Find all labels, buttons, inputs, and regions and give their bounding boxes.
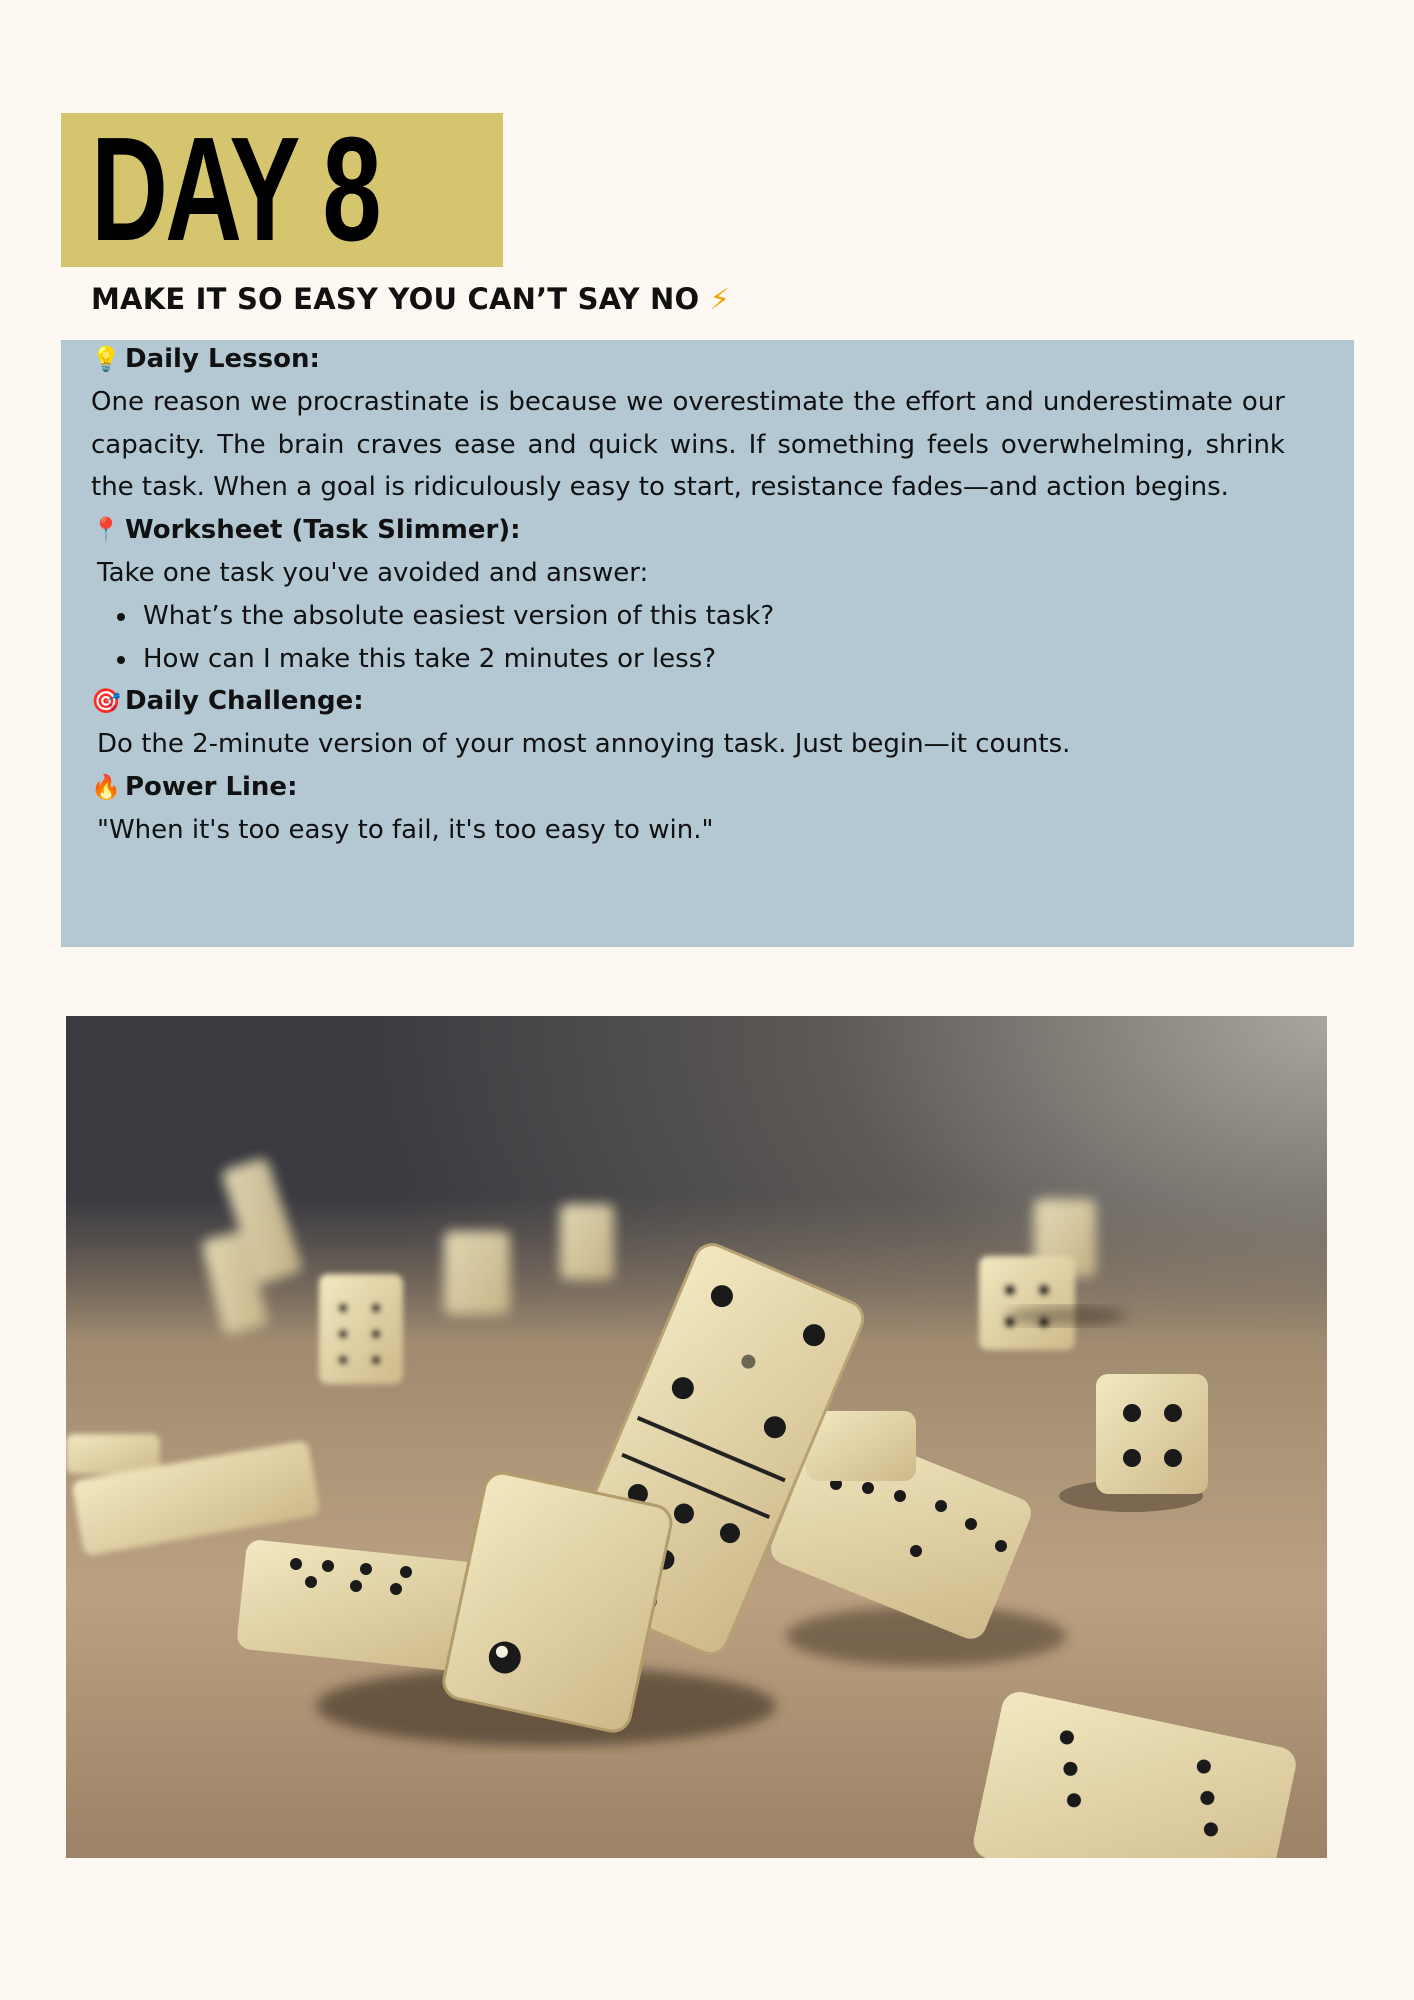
day-title: DAY 8 [91, 107, 379, 272]
challenge-heading-text: Daily Challenge: [125, 686, 364, 717]
lesson-heading [91, 338, 1285, 381]
dominoes-illustration [66, 1016, 1327, 1858]
list-item: • How can I make this take 2 minutes or less? [139, 638, 1285, 681]
challenge-heading [91, 680, 1285, 723]
worksheet-heading [91, 509, 1285, 552]
page-subtitle [91, 282, 730, 316]
lesson-text: One reason we procrastinate is because we overestimate the effort and underestimate our capacity. The brain craves ease and quick wins. If something feels overwhelming, shrink the task. When a goal is ridiculously easy to start, resistance fades—and action begins. [91, 386, 1285, 503]
pin-icon: 📍 [91, 516, 121, 545]
lightning-icon: ⚡ [709, 282, 731, 316]
power-line-heading [91, 766, 1285, 809]
fire-icon: 🔥 [91, 772, 121, 801]
dominoes-photo [66, 1016, 1327, 1858]
worksheet-intro: Take one task you've avoided and answer: [97, 557, 649, 588]
subtitle-text: MAKE IT SO EASY YOU CAN’T SAY NO [91, 282, 700, 316]
list-item: • What’s the absolute easiest version of this task? [139, 595, 1285, 638]
power-line-text: "When it's too easy to fail, it's too easy to win." [97, 814, 714, 845]
worksheet-heading-text: Worksheet (Task Slimmer): [125, 515, 521, 546]
content-text [91, 338, 1285, 852]
target-icon: 🎯 [91, 687, 121, 716]
power-line-heading-text: Power Line: [125, 771, 298, 802]
worksheet-list [91, 595, 1285, 681]
lesson-heading-text: Daily Lesson: [125, 344, 320, 374]
day-label-box [61, 107, 503, 272]
lightbulb-icon: 💡 [91, 345, 121, 373]
challenge-text: Do the 2-minute version of your most annoying task. Just begin—it counts. [97, 729, 1071, 760]
